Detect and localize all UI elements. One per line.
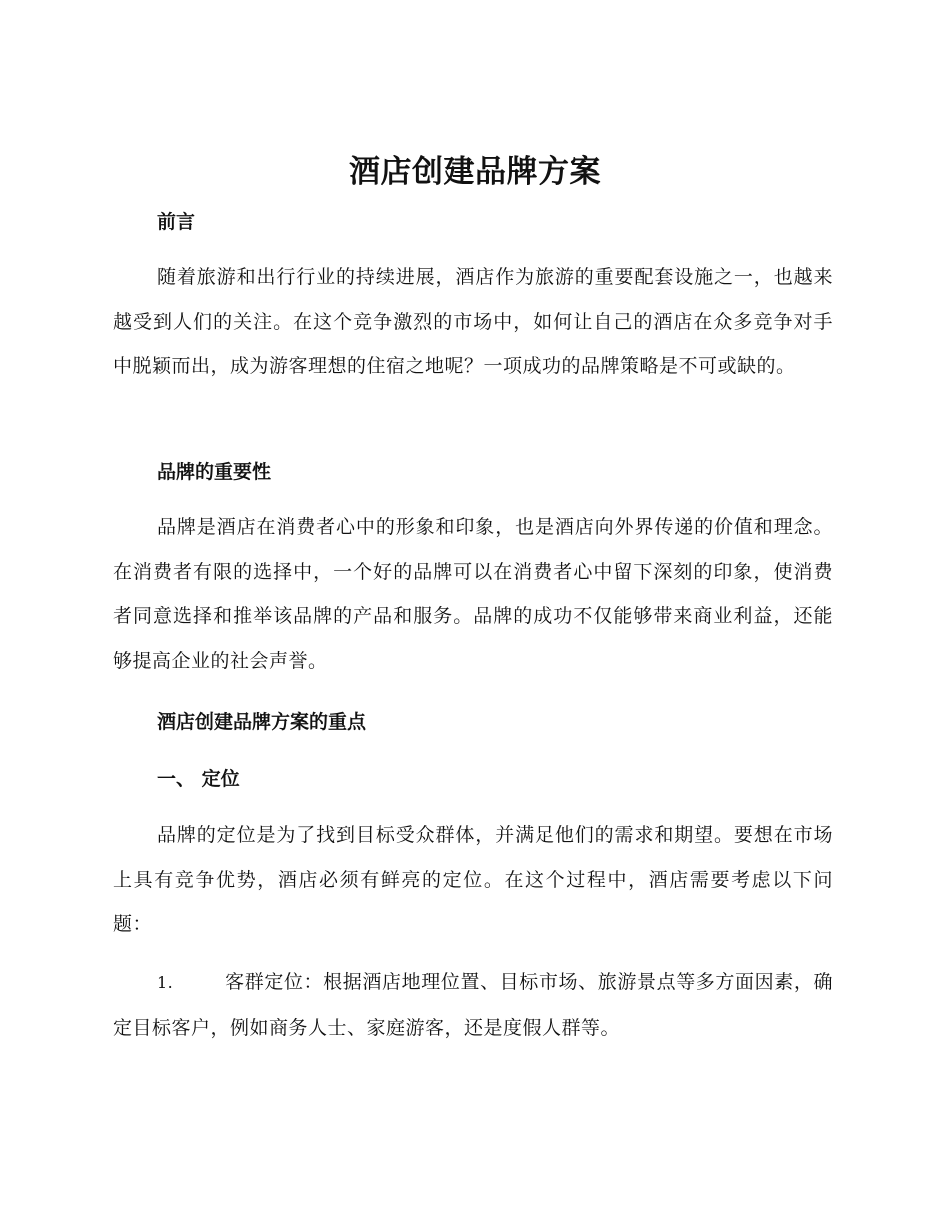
subsection-heading-positioning: 一、 定位 <box>157 768 240 790</box>
list-item <box>113 960 833 1050</box>
document-title: 酒店创建品牌方案 <box>349 154 601 190</box>
brand-importance-paragraph: 品牌是酒店在消费者心中的形象和印象，也是酒店向外界传递的价值和理念。在消费者有限的选择中，一个好的品牌可以在消费者心中留下深刻的印象，使消费者同意选择和推举该品牌的产品和服务。品牌的成功不仅能够带来商业利益，还能够提高企业的社会声誉。 <box>113 516 833 672</box>
list-item-number: 1. <box>157 973 174 992</box>
section-heading-brand-importance: 品牌的重要性 <box>157 461 272 483</box>
list-item-text: 客群定位：根据酒店地理位置、目标市场、旅游景点等多方面因素，确定目标客户，例如商务人士、家庭游客，还是度假人群等。 <box>113 971 833 1039</box>
section-heading-preface: 前言 <box>157 211 196 233</box>
preface-paragraph: 随着旅游和出行行业的持续进展，酒店作为旅游的重要配套设施之一，也越来越受到人们的关注。在这个竞争激烈的市场中，如何让自己的酒店在众多竞争对手中脱颖而出，成为游客理想的住宿之地呢？一项成功的品牌策略是不可或缺的。 <box>113 266 833 377</box>
section-heading-key-points: 酒店创建品牌方案的重点 <box>157 711 367 733</box>
positioning-paragraph: 品牌的定位是为了找到目标受众群体，并满足他们的需求和期望。要想在市场上具有竞争优势，酒店必须有鲜亮的定位。在这个过程中，酒店需要考虑以下问题： <box>113 824 833 935</box>
